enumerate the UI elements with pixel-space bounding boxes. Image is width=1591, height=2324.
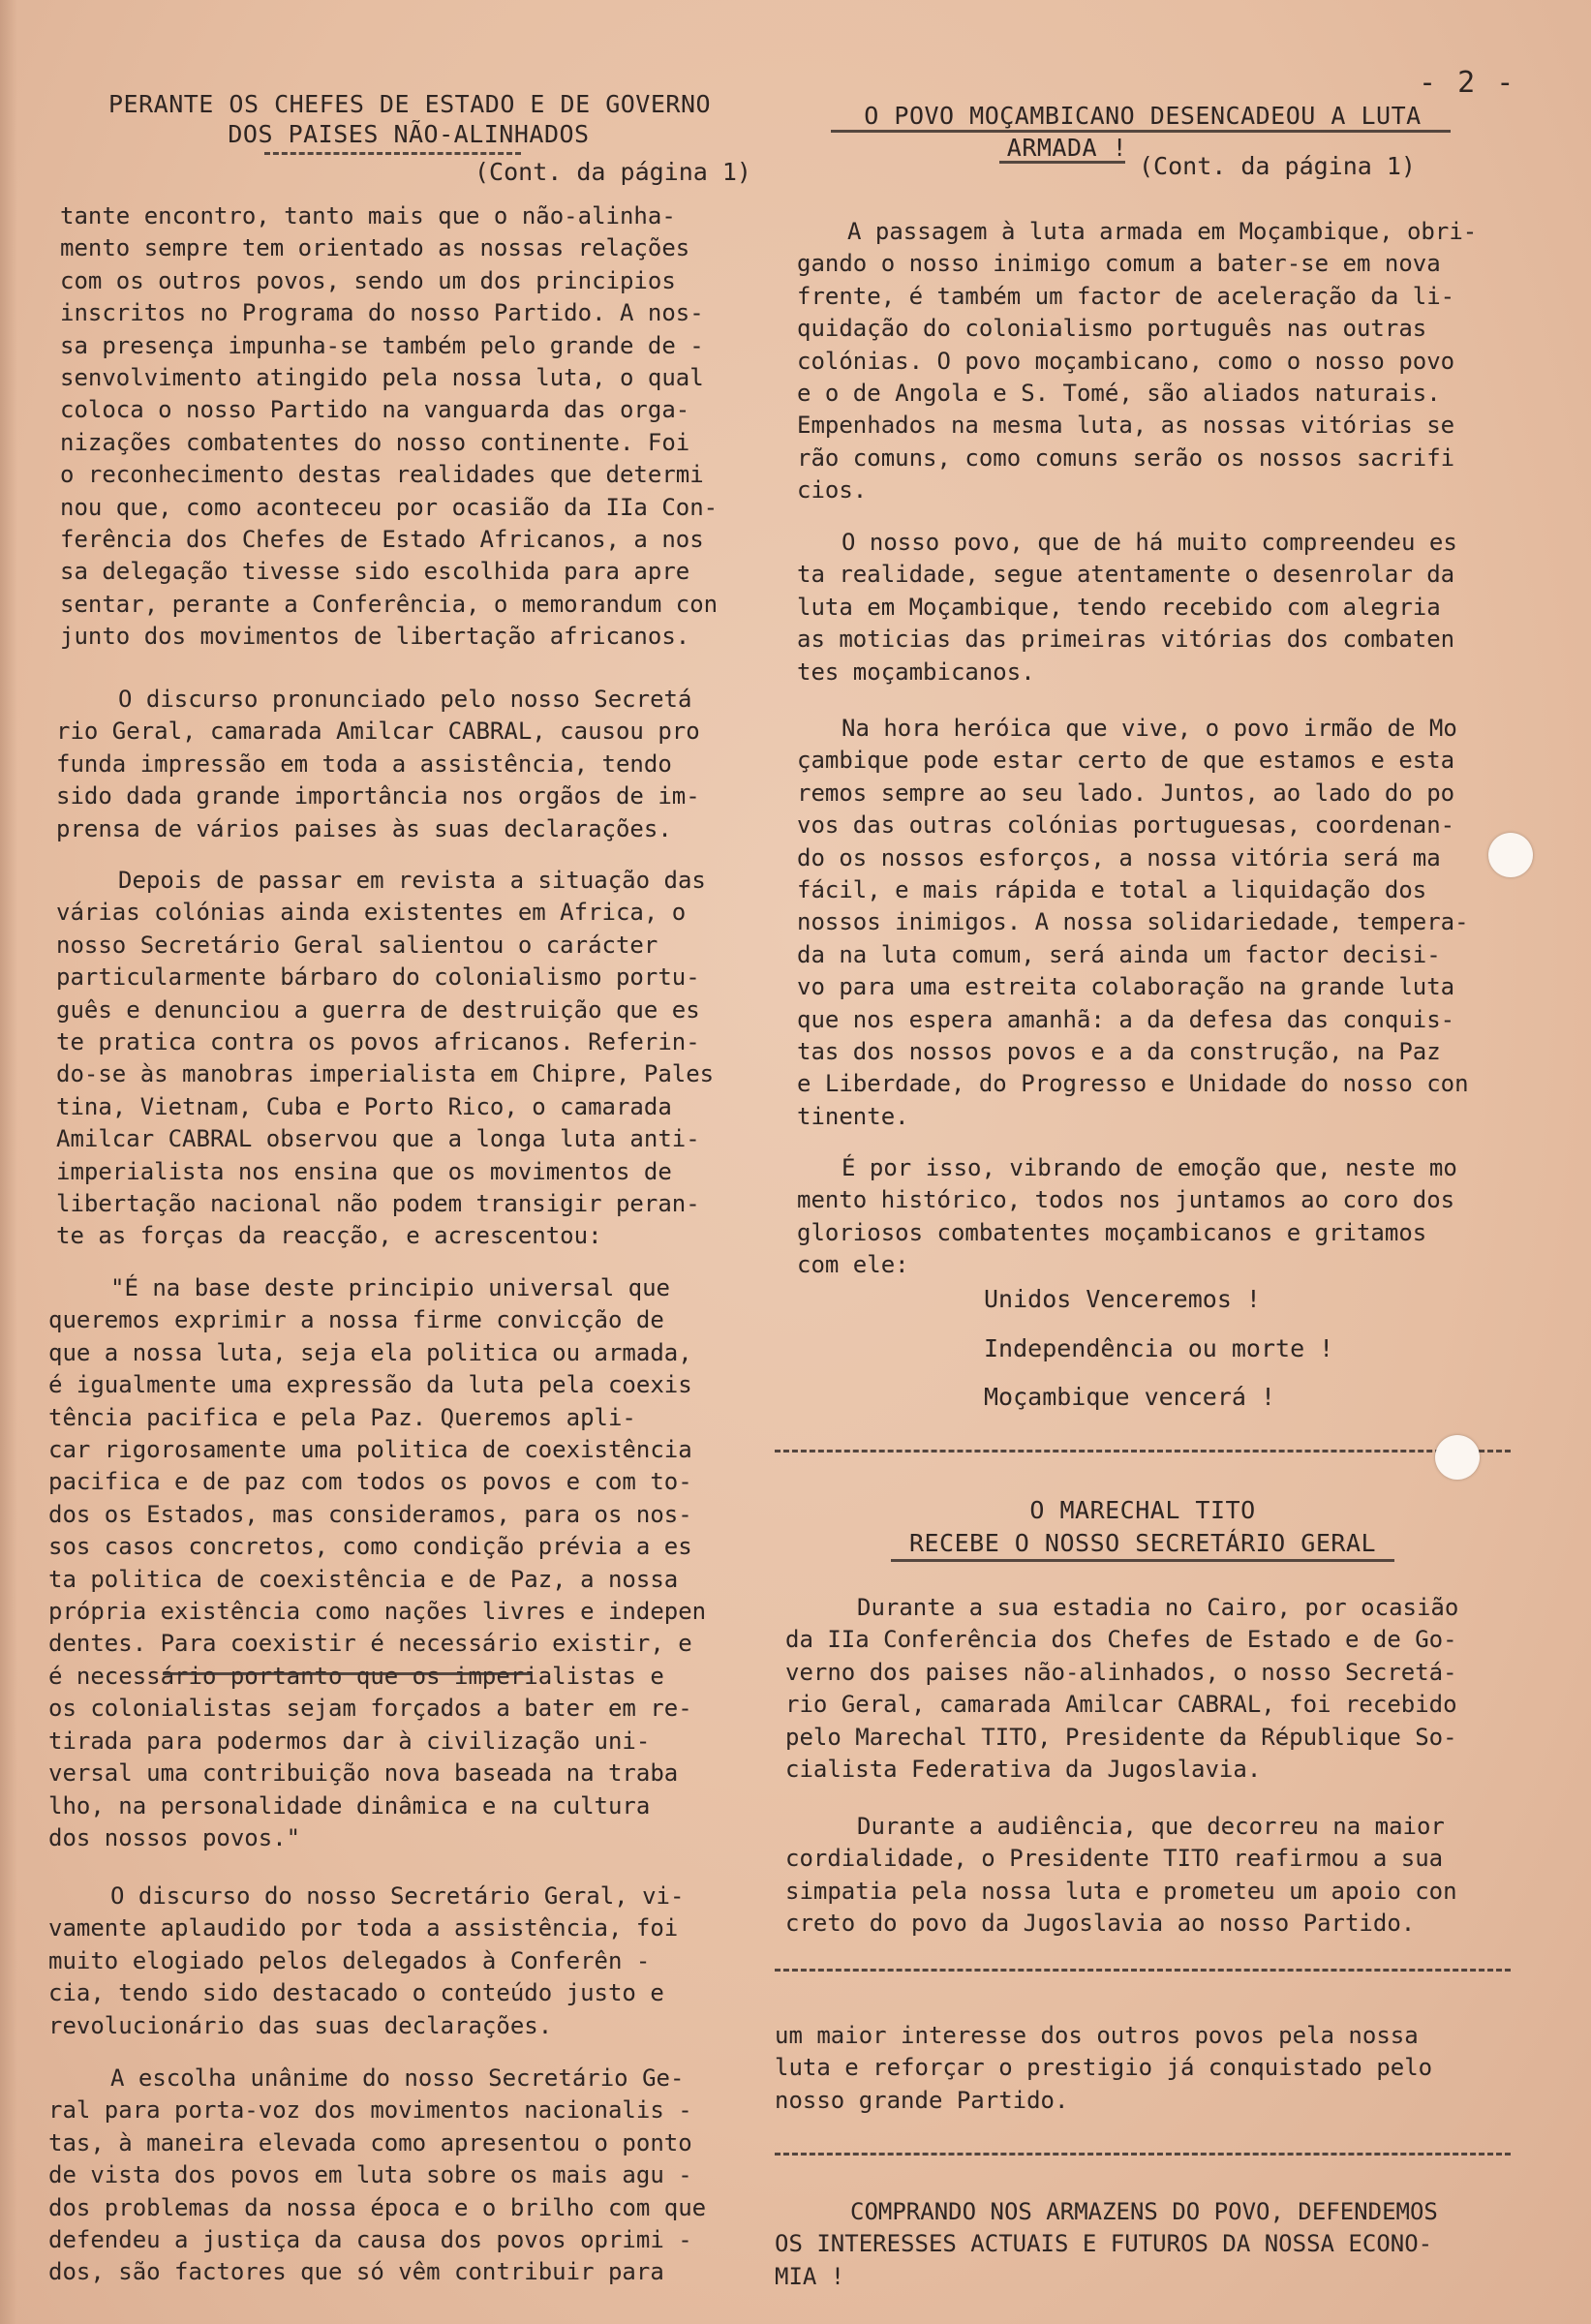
right-heading-line2: ARMADA ! — [1006, 134, 1128, 162]
left-heading-line1: PERANTE OS CHEFES DE ESTADO E DE GOVERNO — [108, 90, 712, 118]
left-quote-paragraph: "É na base deste principio universal que queremos exprimir a nossa firme convicção de que a nossa luta, seja ela politica ou armada, é igualmente uma expressão da luta pela coexis tência pacifica e pela Paz. Queremos apli- car rigorosamente uma politica de coexistência pacifica e de paz com todos os povos e com to- dos os Estados, mas consideramos, para os nos- sos casos concretos, como condição prévia a es ta politica de coexistência e de Paz, a nossa própria existência como nações livres e indepen dentes. Para coexistir é necessário existir, e é necessário portanto que os imperialistas e os colonialistas sejam forçados a bater em re- tirada para podermos dar à civilização uni- versal uma contribuição nova baseada na traba lho, na personalidade dinâmica e na cultura dos nossos povos." — [48, 1274, 707, 1851]
left-heading-line2: DOS PAISES NÃO-ALINHADOS — [228, 120, 590, 148]
left-paragraph-5: O discurso do nosso Secretário Geral, vi- vamente aplaudido por toda a assistência, foi muito elogiado pelos delegados à Conferên - cia, tendo sido destacado o conteúdo justo e revolucionário das suas declarações. — [48, 1882, 685, 2039]
section-divider-1 — [775, 1450, 1511, 1452]
left-continued-note: (Cont. da página 1) — [474, 158, 751, 186]
quote-underline — [163, 1672, 531, 1675]
slogan-independencia: Independência ou morte ! — [984, 1334, 1334, 1362]
slogan-unidos: Unidos Venceremos ! — [984, 1285, 1261, 1313]
slogan-mocambique: Moçambique vencerá ! — [984, 1383, 1276, 1411]
punch-hole-top — [1488, 833, 1533, 877]
section-divider-2 — [775, 1969, 1511, 1972]
right-paragraph-3: Na hora heróica que vive, o povo irmão de Mo çambique pode estar certo de que estamos e esta remos sempre ao seu lado. Juntos, ao lado do po vos das outras colónias portuguesas, coordenan- do os nossos esforços, a nossa vitória será ma fácil, e mais rápida e total a liquidação dos nossos inimigos. A nossa solidariedade, tempera- da na luta comum, será ainda um factor decisi- vo para uma estreita colaboração na grande luta que nos espera amanhã: a da defesa das conquis- tas dos nossos povos e a da construção, na Paz e Liberdade, do Progresso e Unidade do nosso con tinente. — [797, 715, 1469, 1130]
left-paragraph-2: O discurso pronunciado pelo nosso Secretá rio Geral, camarada Amilcar CABRAL, causou pro funda impressão em toda a assistência, tendo sido dada grande importância nos orgãos de im- prensa de vários paises às suas declarações. — [56, 686, 700, 842]
section-divider-3 — [775, 2153, 1511, 2156]
tito-heading-underline — [891, 1559, 1394, 1562]
page-number: - 2 - — [1419, 66, 1516, 100]
page-edge-shadow — [0, 0, 17, 2324]
tito-heading-line2: RECEBE O NOSSO SECRETÁRIO GERAL — [908, 1529, 1377, 1557]
tito-paragraph-2: Durante a audiência, que decorreu na maior cordialidade, o Presidente TITO reafirmou a sua simpatia pela nossa luta e prometeu um apoio con creto do povo da Jugoslavia ao nosso Partido. — [785, 1813, 1457, 1938]
right-continued-note: (Cont. da página 1) — [1139, 152, 1416, 180]
left-paragraph-6: A escolha unânime do nosso Secretário Ge- ral para porta-voz dos movimentos nacionalis - tas, à maneira elevada como apresentou o ponto de vista dos povos em luta sobre os mais agu - dos problemas da nossa época e o brilho com que defendeu a justiça da causa dos povos oprimi - dos, são factores que só vêm contribuir para — [48, 2064, 707, 2286]
right-heading-line1: O POVO MOÇAMBICANO DESENCADEOU A LUTA — [864, 102, 1422, 130]
tito-heading-line1: O MARECHAL TITO — [1029, 1496, 1256, 1524]
right-paragraph-1: A passagem à luta armada em Moçambique, obri- gando o nosso inimigo comum a bater-se em nova frente, é também um factor de aceleração da li- quidação do colonialismo português nas outras colónias. O povo moçambicano, como o nosso povo e o de Angola e S. Tomé, são aliados naturais. Empenhados na mesma luta, as nossas vitórias se rão comuns, como comuns serão os nossos sacrifi cios. — [797, 218, 1478, 505]
tito-paragraph-1: Durante a sua estadia no Cairo, por ocasião da IIa Conferência dos Chefes de Estado e de Go- verno dos paises não-alinhados, o nosso Secretá- rio Geral, camarada Amilcar CABRAL, foi recebido pelo Marechal TITO, Presidente da République So- cialista Federativa da Jugoslavia. — [785, 1594, 1459, 1784]
left-paragraph-3: Depois de passar em revista a situação das várias colónias ainda existentes em Africa, o nosso Secretário Geral salientou o carácter particularmente bárbaro do colonialismo portu- guês e denunciou a guerra de destruição que es te pratica contra os povos africanos. Referin- do-se às manobras imperialista em Chipre, Pales tina, Vietnam, Cuba e Porto Rico, o camarada Amilcar CABRAL observou que a longa luta anti- imperialista nos ensina que os movimentos de libertação nacional não podem transigir peran- te as forças da reacção, e acrescentou: — [56, 867, 715, 1250]
punch-hole-bottom — [1435, 1435, 1480, 1480]
right-paragraph-4: É por isso, vibrando de emoção que, neste mo mento histórico, todos nos juntamos ao coro dos gloriosos combatentes moçambicanos e gritamos com ele: — [797, 1154, 1457, 1279]
left-paragraph-1: tante encontro, tanto mais que o não-alinha- mento sempre tem orientado as nossas relações com os outros povos, sendo um dos principios inscritos no Programa do nosso Partido. A nos- sa presença impunha-se também pelo grande de - senvolvimento atingido pela nossa luta, o qual coloca o nosso Partido na vanguarda das orga- nizações combatentes do nosso continente. Foi o reconhecimento destas realidades que determi nou que, como aconteceu por ocasião da IIa Con- ferência dos Chefes de Estado Africanos, a nos sa delegação tivesse sido escolhida para apre sentar, perante a Conferência, o memorandum con junto dos movimentos de libertação africanos. — [60, 202, 719, 651]
right-heading-underline-2 — [999, 161, 1125, 164]
right-heading-underline-1 — [831, 130, 1451, 133]
continuation-paragraph: um maior interesse dos outros povos pela nossa luta e reforçar o prestigio já conquistado pelo nosso grande Partido. — [775, 2022, 1433, 2114]
right-paragraph-2: O nosso povo, que de há muito compreendeu es ta realidade, segue atentamente o desenrolar da luta em Moçambique, tendo recebido com alegria as moticias das primeiras vitórias dos combaten tes moçambicanos. — [797, 529, 1457, 686]
left-heading-rule — [264, 152, 521, 155]
closing-slogan: COMPRANDO NOS ARMAZENS DO POVO, DEFENDEMOS OS INTERESSES ACTUAIS E FUTUROS DA NOSSA ECONO- MIA ! — [775, 2198, 1438, 2290]
